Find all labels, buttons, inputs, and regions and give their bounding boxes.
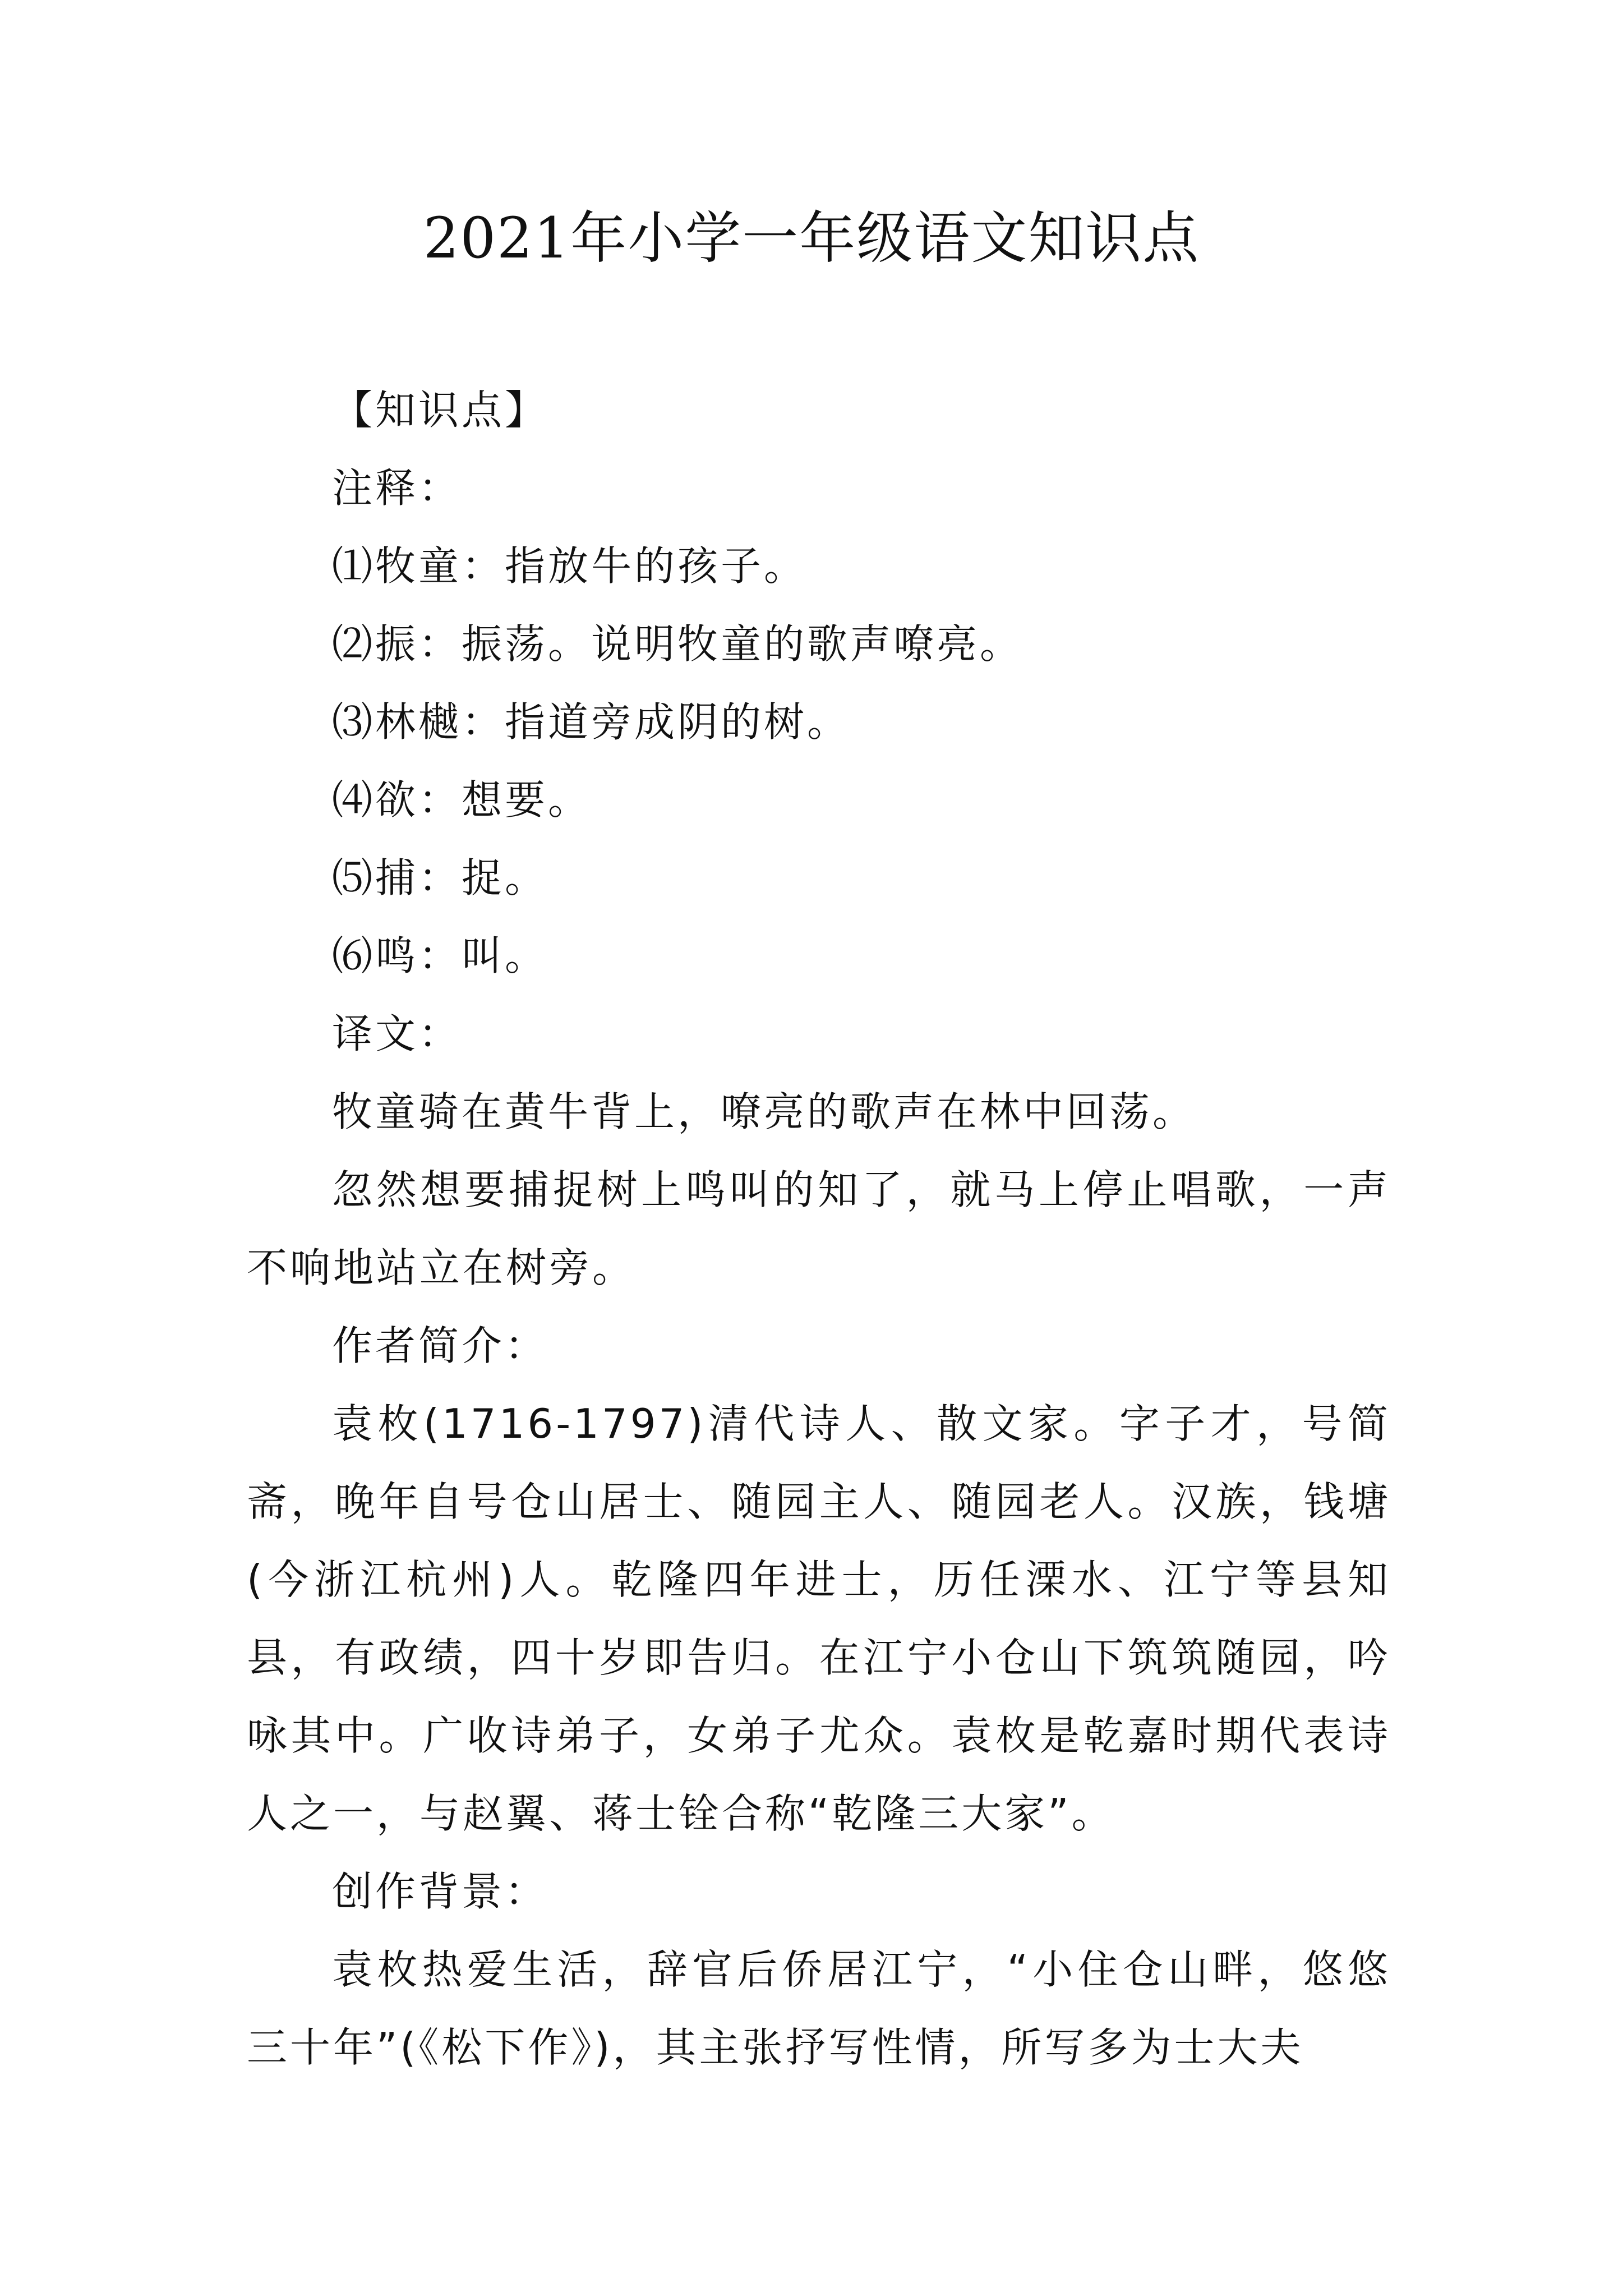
note-item: ⑴牧童：指放牛的孩子。 (332, 542, 808, 590)
section-heading-author: 作者简介： (332, 1322, 548, 1369)
note-item: ⑷欲：想要。 (332, 776, 592, 823)
background-paragraph: 袁枚热爱生活，辞官后侨居江宁，“小住仓山畔，悠悠三十年”(《松下作》)，其主张抒写性情，所写多为士大夫 (247, 1946, 1391, 2071)
author-paragraph: 袁枚(1716-1797)清代诗人、散文家。字子才，号简斋，晚年自号仓山居士、随园主人、随园老人。汉族，钱塘(今浙江杭州)人。乾隆四年进士，历任溧水、江宁等县知县，有政绩，四十岁即告归。在江宁小仓山下筑筑随园，吟咏其中。广收诗弟子，女弟子尤众。袁枚是乾嘉时期代表诗人之一，与赵翼、蒋士铨合称“乾隆三大家”。 (247, 1400, 1391, 1837)
note-item: ⑵振：振荡。说明牧童的歌声嘹亮。 (332, 620, 1023, 668)
section-heading-notes: 注释： (332, 464, 462, 512)
section-heading-knowledge-points: 【知识点】 (332, 386, 548, 434)
translation-paragraph: 忽然想要捕捉树上鸣叫的知了，就马上停止唱歌，一声不响地站立在树旁。 (247, 1166, 1391, 1291)
note-item: ⑶林樾：指道旁成阴的树。 (332, 698, 851, 746)
document-title: 2021年小学一年级语文知识点 (423, 205, 1200, 271)
document-body (247, 371, 1391, 2087)
section-heading-translation: 译文： (332, 1010, 462, 1057)
note-item: ⑹鸣：叫。 (332, 932, 548, 979)
note-item: ⑸捕：捉。 (332, 854, 548, 901)
section-heading-background: 创作背景： (332, 1868, 548, 1915)
translation-paragraph: 牧童骑在黄牛背上，嘹亮的歌声在林中回荡。 (332, 1088, 1196, 1135)
